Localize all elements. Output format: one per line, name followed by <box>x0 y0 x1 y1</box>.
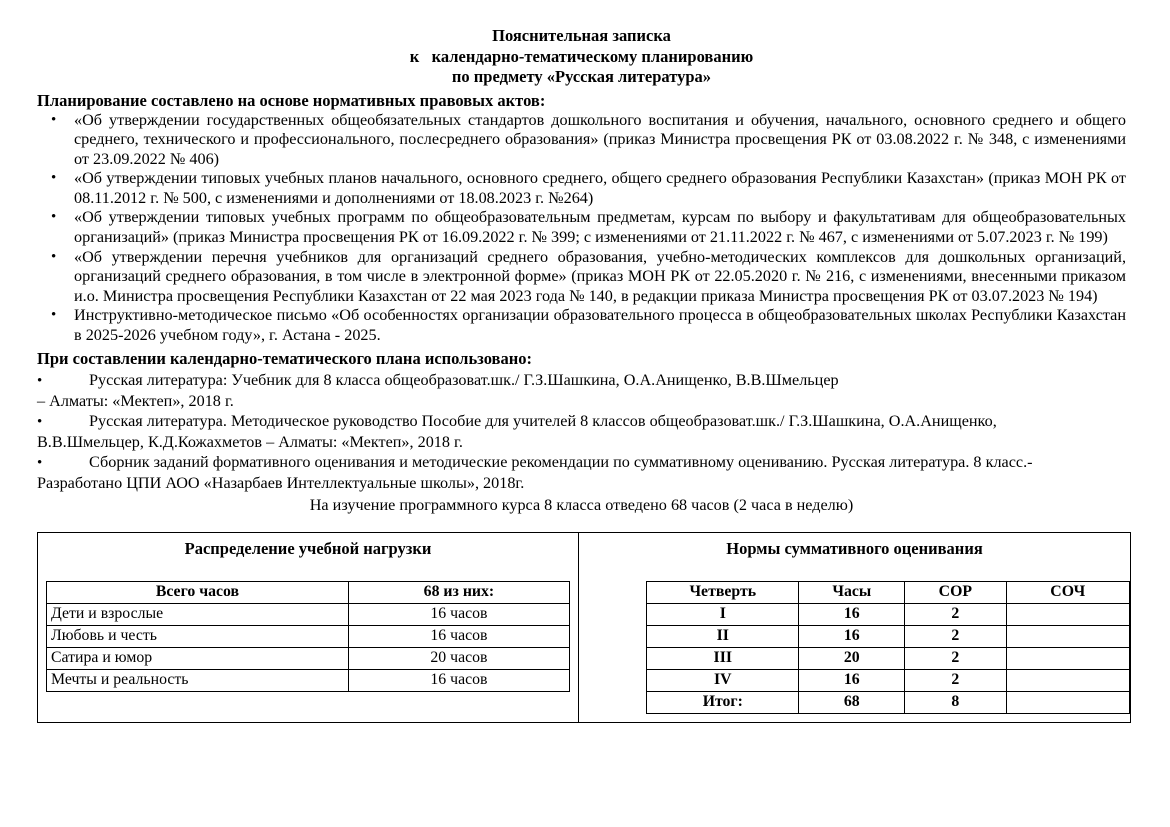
bullet-icon: • <box>51 111 57 128</box>
list-item <box>37 306 1126 345</box>
bullet-icon: • <box>51 170 57 187</box>
list-item-text: «Об утверждении типовых учебных программ по общеобразовательным предметам, курсам по выбору и факультативам для общеобразовательных организаций» (приказ Министра просвещения РК от 16.09.2022 г. № 399; с изменениями от 21.11.2022 г. № 467, с изменениями от 5.07.2023 г. № 199) <box>74 208 1126 247</box>
list-item-text: «Об утверждении перечня учебников для организаций среднего образования, учебно-методических комплексов для дошкольных организаций, организаций среднего образования, в том числе в электронной форме» (приказ МОН РК от 22.05.2020 г. № 216, с изменениями, внесенными приказом и.о. Министра просвещения Республики Казахстан от 22 мая 2023 года № 140, в редакции приказа Министра просвещения РК от 03.07.2023 № 194) <box>74 247 1126 305</box>
assessment-spacer <box>579 625 647 647</box>
bullet-icon: • <box>51 248 57 265</box>
load-table <box>46 581 570 692</box>
list-item-text: «Об утверждении типовых учебных планов начального, основного среднего, общего среднего образования Республики Казахстан» (приказ МОН РК от 08.11.2012 г. № 500, с изменениями и дополнениями от 18.08.2023 г. №264) <box>74 169 1126 207</box>
assessment-row-quarter: III <box>647 647 799 669</box>
assessment-row-total-sor: 8 <box>905 691 1006 713</box>
bullet-icon: • <box>51 209 57 226</box>
bullet-icon: • <box>51 307 57 324</box>
document-title <box>37 26 1126 88</box>
list-item <box>37 208 1126 247</box>
load-row-label: Мечты и реальность <box>47 669 349 691</box>
assessment-row-quarter: II <box>647 625 799 647</box>
assessment-row-hours: 20 <box>799 647 905 669</box>
table-row <box>579 691 1130 713</box>
bullet-icon: • <box>37 413 43 430</box>
list-item-text: Русская литература: Учебник для 8 класса общеобразоват.шк./ Г.З.Шашкина, О.А.Анищенко, В.В.Шмельцер <box>89 370 839 389</box>
assessment-row-hours: 16 <box>799 625 905 647</box>
assessment-table-cell <box>579 532 1131 722</box>
title-line-3: по предмету «Русская литература» <box>451 67 712 86</box>
assessment-row-soch <box>1006 625 1130 647</box>
list-item-continuation: В.В.Шмельцер, К.Д.Кожахметов – Алматы: «Мектеп», 2018 г. <box>37 432 463 451</box>
bullet-icon: • <box>37 454 43 471</box>
assessment-row-sor: 2 <box>905 625 1006 647</box>
list-item <box>37 370 1126 391</box>
sources-list <box>37 370 1126 493</box>
table-row <box>47 669 570 691</box>
assessment-row-sor: 2 <box>905 647 1006 669</box>
assessment-header-soch: СОЧ <box>1006 581 1130 603</box>
assessment-table <box>579 581 1130 714</box>
load-header-total-hours: Всего часов <box>47 581 349 603</box>
list-item-continuation: – Алматы: «Мектеп», 2018 г. <box>37 391 234 410</box>
assessment-row-quarter: I <box>647 603 799 625</box>
normative-acts-list <box>37 111 1126 346</box>
list-item <box>37 111 1126 170</box>
assessment-row-total-label: Итог: <box>647 691 799 713</box>
assessment-row-sor: 2 <box>905 603 1006 625</box>
table-row <box>579 669 1130 691</box>
assessment-header-sor: СОР <box>905 581 1006 603</box>
assessment-header-hours: Часы <box>799 581 905 603</box>
assessment-row-soch <box>1006 669 1130 691</box>
load-row-hours: 16 часов <box>348 625 569 647</box>
outer-table <box>37 532 1131 723</box>
list-item-text: «Об утверждении государственных общеобязательных стандартов дошкольного воспитания и обучения, начального, основного среднего и общего среднего, технического и профессионального, послесреднего образования» (приказ Министра просвещения РК от 03.08.2022 г. № 348, с изменениями от 23.09.2022 № 406) <box>74 110 1126 168</box>
assessment-row-quarter: IV <box>647 669 799 691</box>
table-row <box>47 625 570 647</box>
list-item <box>37 452 1126 473</box>
normative-acts-heading: Планирование составлено на основе нормативных правовых актов: <box>37 90 546 110</box>
table-row <box>47 647 570 669</box>
list-item-continuation: Разработано ЦПИ АОО «Назарбаев Интеллектуальные школы», 2018г. <box>37 473 525 492</box>
table-header-row <box>47 581 570 603</box>
bullet-icon: • <box>37 372 43 389</box>
load-row-hours: 16 часов <box>348 603 569 625</box>
list-item <box>37 169 1126 208</box>
assessment-row-soch <box>1006 647 1130 669</box>
summary-tables <box>37 532 1128 723</box>
sources-heading: При составлении календарно-тематического плана использовано: <box>37 348 532 368</box>
assessment-table-caption: Нормы суммативного оценивания <box>726 538 983 558</box>
table-row <box>579 603 1130 625</box>
list-item <box>37 411 1126 432</box>
assessment-row-hours: 16 <box>799 669 905 691</box>
load-row-label: Дети и взрослые <box>47 603 349 625</box>
title-line-1: Пояснительная записка <box>492 26 671 45</box>
load-row-label: Любовь и честь <box>47 625 349 647</box>
assessment-spacer <box>579 581 647 603</box>
load-table-cell <box>38 532 579 722</box>
assessment-spacer <box>579 647 647 669</box>
assessment-spacer <box>579 603 647 625</box>
table-row <box>47 603 570 625</box>
load-header-value: 68 из них: <box>348 581 569 603</box>
table-row <box>579 625 1130 647</box>
course-hours-line: На изучение программного курса 8 класса отведено 68 часов (2 часа в неделю) <box>309 495 854 514</box>
assessment-row-soch <box>1006 603 1130 625</box>
load-row-label: Сатира и юмор <box>47 647 349 669</box>
assessment-row-hours: 16 <box>799 603 905 625</box>
assessment-row-total-soch <box>1006 691 1130 713</box>
assessment-spacer <box>579 691 647 713</box>
list-item-text: Сборник заданий формативного оценивания и методические рекомендации по суммативному оцениванию. Русская литература. 8 класс.- <box>89 452 1033 471</box>
list-item-text: Русская литература. Методическое руководство Пособие для учителей 8 классов общеобразоват.шк./ Г.З.Шашкина, О.А.Анищенко, <box>89 411 997 430</box>
list-item-text: Инструктивно-методическое письмо «Об особенностях организации образовательного процесса в общеобразовательных школах Республики Казахстан в 2025-2026 учебном году», г. Астана - 2025. <box>74 306 1126 345</box>
assessment-header-quarter: Четверть <box>647 581 799 603</box>
table-header-row <box>579 581 1130 603</box>
load-table-caption: Распределение учебной нагрузки <box>184 538 432 558</box>
title-line-2: к календарно-тематическому планированию <box>409 46 754 66</box>
load-row-hours: 20 часов <box>348 647 569 669</box>
table-row <box>579 647 1130 669</box>
list-item <box>37 248 1126 307</box>
assessment-spacer <box>579 669 647 691</box>
assessment-row-sor: 2 <box>905 669 1006 691</box>
load-row-hours: 16 часов <box>348 669 569 691</box>
assessment-row-total-hours: 68 <box>799 691 905 713</box>
